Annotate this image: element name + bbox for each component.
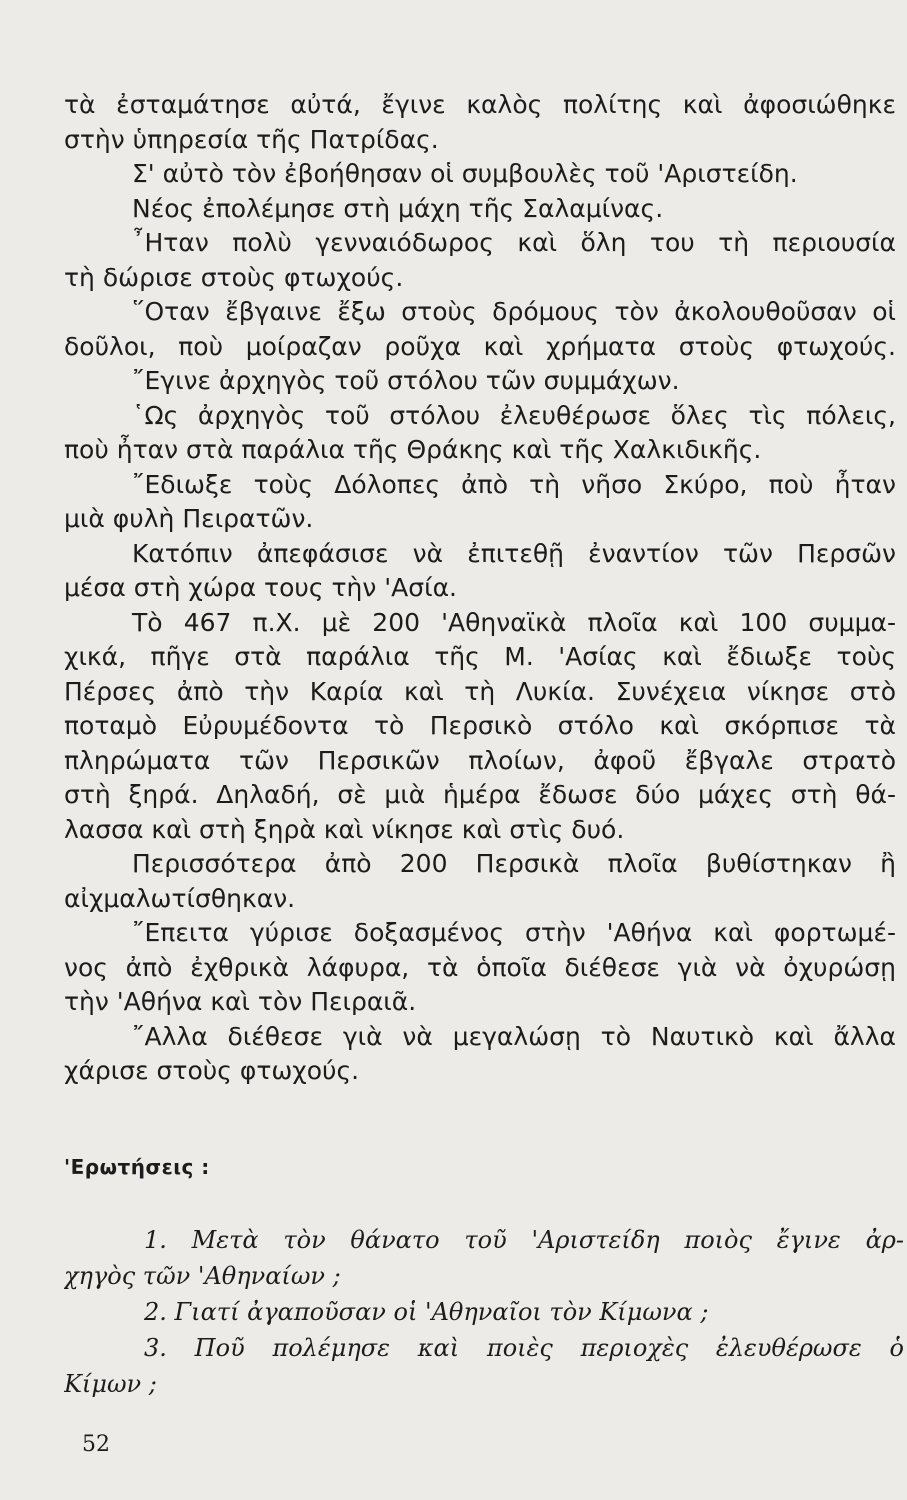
text-line: Κατόπιν ἀπεφάσισε νὰ ἐπιτεθῇ ἐναντίον τῶν Περσῶν bbox=[132, 538, 896, 568]
text-line: δοῦλοι, ποὺ μοίραζαν ροῦχα καὶ χρήματα στοὺς φτωχούς. bbox=[64, 331, 896, 361]
text-line: ῾Ως ἀρχηγὸς τοῦ στόλου ἐλευθέρωσε ὅλες τὶς πόλεις, bbox=[132, 400, 896, 430]
text-line: τὴ δώρισε στοὺς φτωχούς. bbox=[64, 262, 404, 292]
body-text bbox=[64, 88, 896, 1089]
text-line: αἰχμαλωτίσθηκαν. bbox=[64, 883, 296, 913]
text-line: χάρισε στοὺς φτωχούς. bbox=[64, 1056, 360, 1085]
text-line: μέσα στὴ χώρα τους τὴν 'Ασία. bbox=[64, 573, 457, 602]
text-line: ῎Εδιωξε τοὺς Δόλοπες ἀπὸ τὴ νῆσο Σκύρο, ποὺ ἦταν bbox=[132, 469, 896, 499]
questions-list bbox=[64, 1222, 904, 1402]
text-line: ποταμὸ Εὐρυμέδοντα τὸ Περσικὸ στόλο καὶ σκόρπισε τὰ bbox=[64, 711, 896, 740]
text-line: ῎Αλλα διέθεσε γιὰ νὰ μεγαλώσῃ τὸ Ναυτικὸ καὶ ἄλλα bbox=[132, 1021, 896, 1051]
text-line: Σ' αὐτὸ τὸν ἐβοήθησαν οἱ συμβουλὲς τοῦ 'Αριστείδη. bbox=[132, 159, 798, 188]
text-line: ῏Ηταν πολὺ γενναιόδωρος καὶ ὅλη του τὴ περιουσία bbox=[132, 228, 896, 257]
text-line: τὴν 'Αθήνα καὶ τὸν Πειραιᾶ. bbox=[64, 987, 417, 1016]
text-line: μιὰ φυλὴ Πειρατῶν. bbox=[64, 504, 314, 533]
text-line: Νέος ἐπολέμησε στὴ μάχη τῆς Σαλαμίνας. bbox=[132, 193, 664, 223]
text-line: τὰ ἐσταμάτησε αὐτά, ἔγινε καλὸς πολίτης καὶ ἀφοσιώθηκε bbox=[64, 90, 896, 119]
text-line: Περισσότερα ἀπὸ 200 Περσικὰ πλοῖα βυθίστηκαν ἢ bbox=[132, 849, 896, 878]
text-line: στὴν ὑπηρεσία τῆς Πατρίδας. bbox=[64, 124, 439, 154]
text-line: Τὸ 467 π.Χ. μὲ 200 'Αθηναϊκὰ πλοῖα καὶ 100 συμμα- bbox=[132, 607, 896, 637]
text-line: Πέρσες ἀπὸ τὴν Καρία καὶ τὴ Λυκία. Συνέχεια νίκησε στὸ bbox=[64, 676, 896, 706]
text-line: ῞Οταν ἔβγαινε ἔξω στοὺς δρόμους τὸν ἀκολουθοῦσαν οἱ bbox=[132, 297, 896, 326]
question-line: 3. Ποῦ πολέμησε καὶ ποιὲς περιοχὲς ἐλευθέρωσε ὁ bbox=[144, 1334, 904, 1362]
text-line: πληρώματα τῶν Περσικῶν πλοίων, ἀφοῦ ἔβγαλε στρατὸ bbox=[64, 745, 896, 775]
text-line: χικά, πῆγε στὰ παράλια τῆς Μ. 'Ασίας καὶ ἔδιωξε τοὺς bbox=[64, 642, 896, 671]
text-line: στὴ ξηρά. Δηλαδή, σὲ μιὰ ἡμέρα ἔδωσε δύο μάχες στὴ θά- bbox=[64, 780, 896, 809]
question-line: 1. Μετὰ τὸν θάνατο τοῦ 'Αριστείδη ποιὸς ἔγινε ἀρ- bbox=[144, 1226, 904, 1254]
page-number: 52 bbox=[82, 1432, 110, 1457]
text-line: ῎Επειτα γύρισε δοξασμένος στὴν 'Αθήνα καὶ φορτωμέ- bbox=[132, 918, 896, 947]
question-line: χηγὸς τῶν 'Αθηναίων ; bbox=[64, 1262, 341, 1290]
text-line: λασσα καὶ στὴ ξηρὰ καὶ νίκησε καὶ στὶς δυό. bbox=[64, 814, 625, 844]
text-line: νος ἀπὸ ἐχθρικὰ λάφυρα, τὰ ὁποῖα διέθεσε γιὰ νὰ ὀχυρώσῃ bbox=[64, 952, 896, 982]
questions-heading: 'Ερωτήσεις : bbox=[64, 1155, 210, 1179]
text-line: ποὺ ἦταν στὰ παράλια τῆς Θράκης καὶ τῆς Χαλκιδικῆς. bbox=[64, 435, 762, 464]
question-line: 2. Γιατί ἀγαποῦσαν οἱ 'Αθηναῖοι τὸν Κίμωνα ; bbox=[144, 1298, 709, 1326]
text-line: ῎Εγινε ἀρχηγὸς τοῦ στόλου τῶν συμμάχων. bbox=[132, 366, 680, 395]
question-line: Κίμων ; bbox=[64, 1370, 157, 1398]
